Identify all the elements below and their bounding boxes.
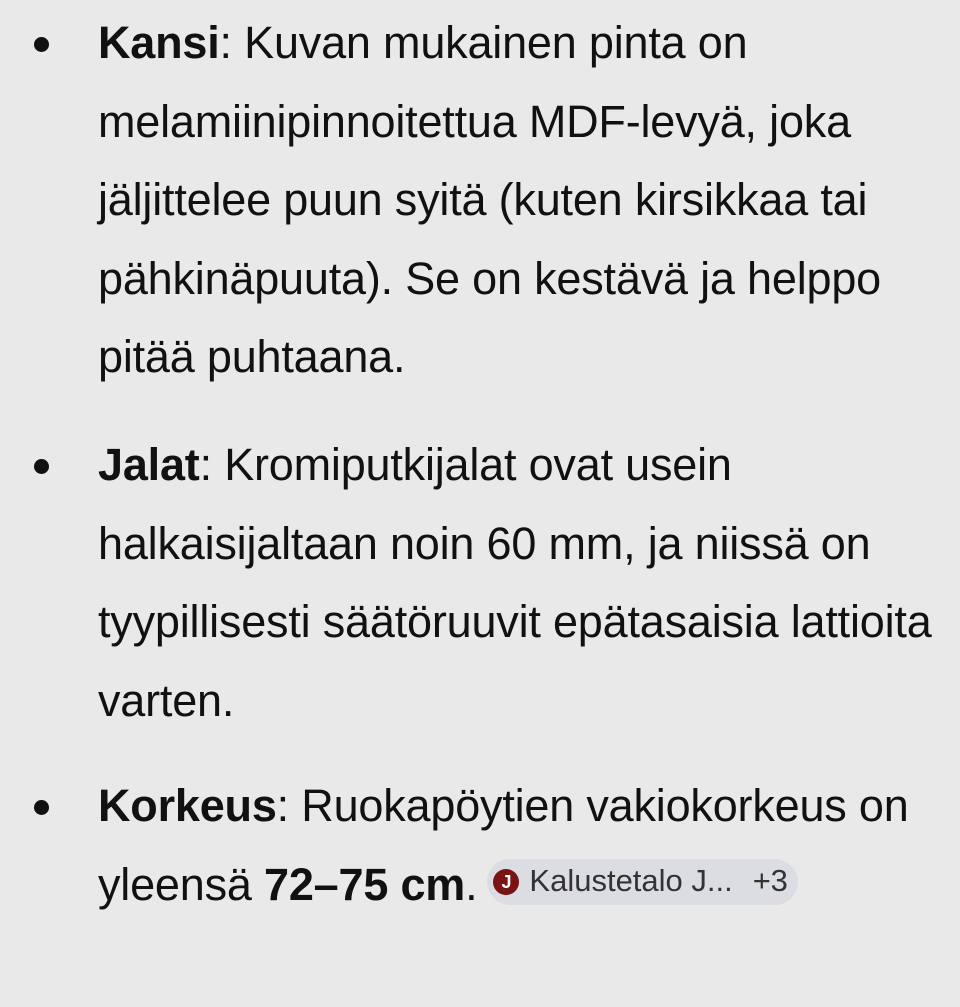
source-name: Kalustetalo J...	[529, 863, 733, 899]
list-item-text	[98, 767, 938, 924]
item-description: Kromiputkijalat ovat usein halkaisijaltaan noin 60 mm, ja niissä on tyypillisesti säätöruuvit epätasaisia lattioita varten.	[98, 439, 932, 726]
list-item-text	[98, 4, 938, 397]
item-description: Kuvan mukainen pinta on melamiinipinnoitettua MDF-levyä, joka jäljittelee puun syitä (kuten kirsikkaa tai pähkinäpuuta). Se on kestävä ja helppo pitää puhtaana.	[98, 17, 881, 382]
term-label: Korkeus	[98, 780, 277, 831]
trailing-period: .	[465, 858, 478, 910]
list-item-text	[98, 426, 938, 740]
item-description: Ruokapöytien vakiokorkeus on yleensä	[98, 780, 909, 910]
height-value: 72–75 cm	[264, 858, 466, 910]
source-logo-icon: J	[493, 869, 519, 895]
bullet-dot-icon	[34, 459, 49, 474]
term-separator: :	[219, 17, 232, 68]
term-separator: :	[199, 439, 212, 490]
term-label: Jalat	[98, 439, 200, 490]
bullet-dot-icon	[34, 37, 49, 52]
source-chip[interactable]	[487, 859, 797, 905]
term-label: Kansi	[98, 17, 220, 68]
source-more-count: +3	[752, 863, 788, 899]
term-separator: :	[276, 780, 289, 831]
bullet-dot-icon	[34, 800, 49, 815]
